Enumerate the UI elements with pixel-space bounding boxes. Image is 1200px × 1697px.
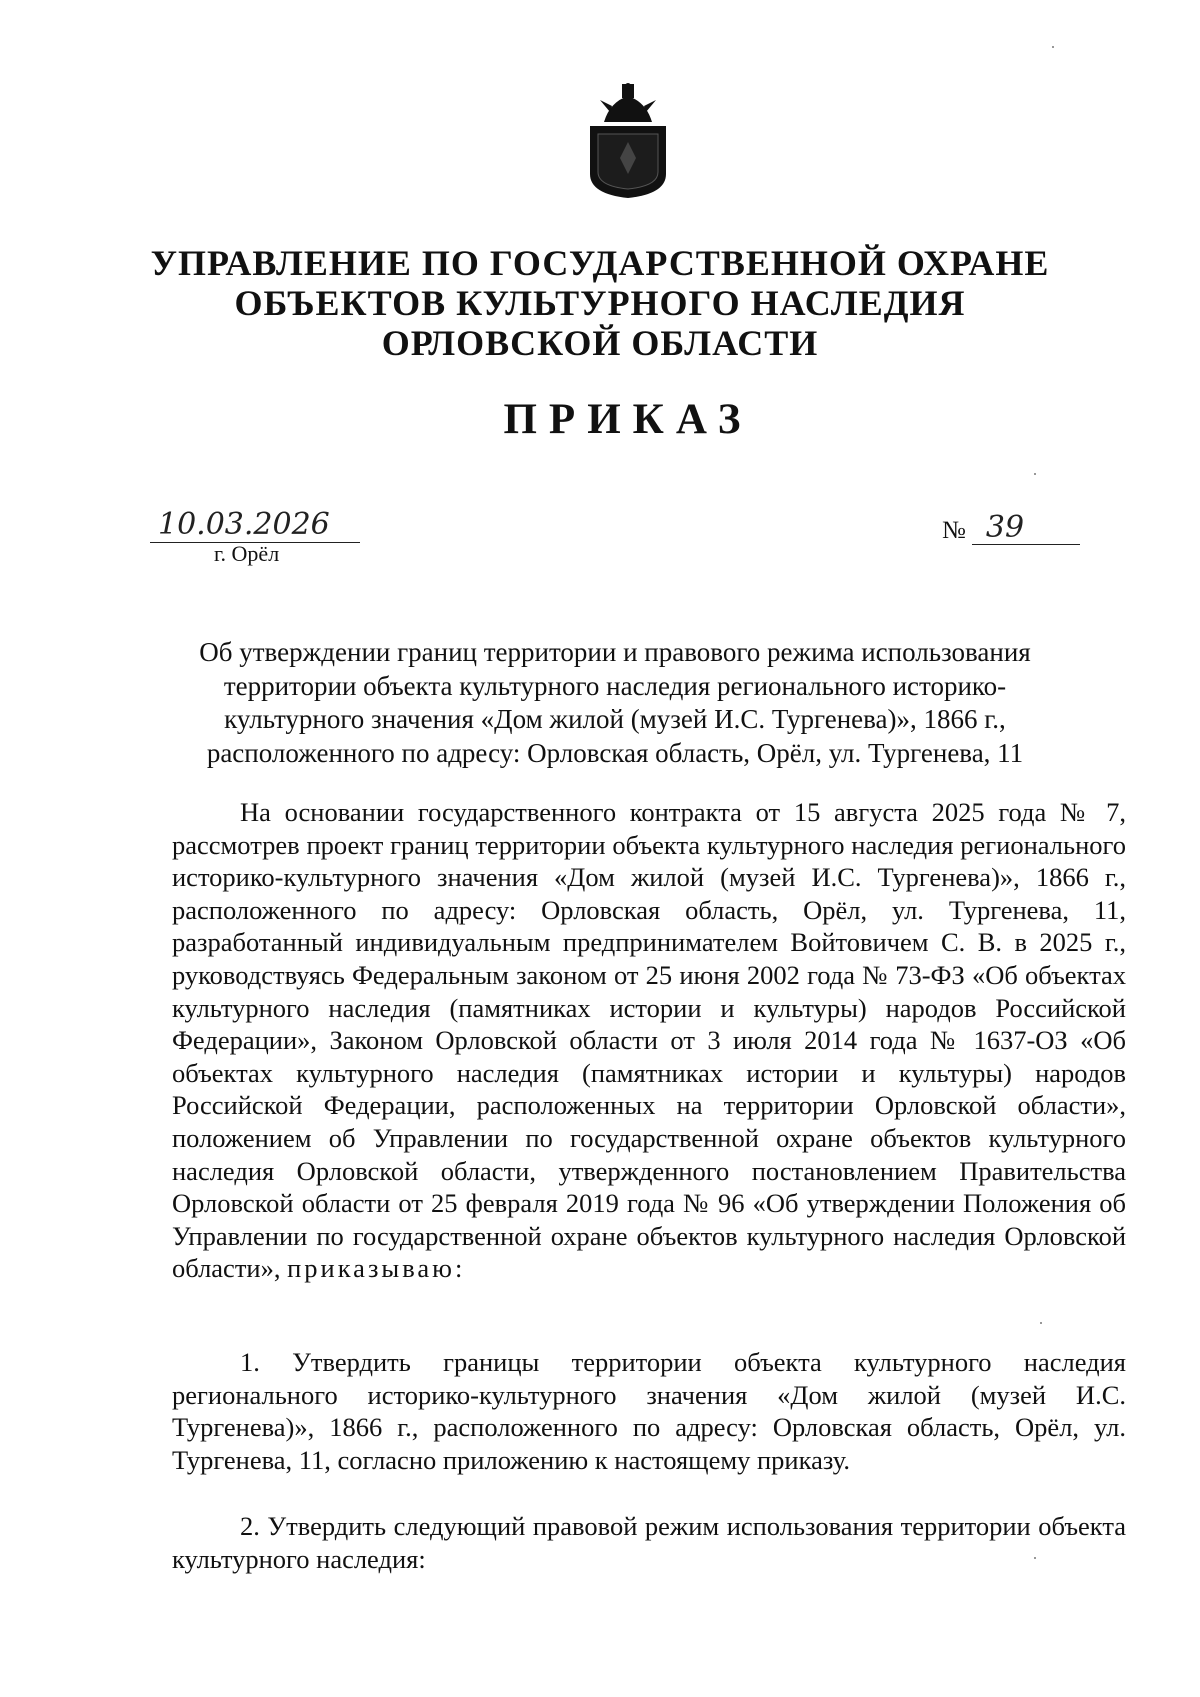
document-city: г. Орёл [214,541,280,566]
organization-line-3: ОРЛОВСКОЙ ОБЛАСТИ [381,323,819,363]
date-block [150,508,360,565]
document-date: 10.03.2026 [150,508,360,543]
preamble-paragraph [172,796,1126,1285]
order-word: приказываю: [287,1253,466,1284]
scan-speck [1034,1557,1036,1559]
number-sign: № [942,517,966,544]
number-block [942,512,1082,545]
list-item: 2. Утвердить следующий правовой режим использования территории объекта культурного наследия: [172,1511,1126,1574]
scan-speck [1040,1322,1042,1324]
scan-speck [1034,473,1036,475]
document-type-heading: ПРИКАЗ [503,396,753,443]
list-item: 1. Утвердить границы территории объекта культурного наследия регионального историко-культурного значения «Дом жилой (музей И.С. Тургенева)», 1866 г., расположенного по адресу: Орловская область, Орёл, ул. Тургенева, 11, согласно приложению к настоящему приказу. [172,1347,1126,1475]
coat-of-arms-icon [580,82,676,200]
preamble-text: На основании государственного контракта от 15 августа 2025 года № 7, рассмотрев проект границ территории объекта культурного наследия регионального историко-культурного значения «Дом жилой (музей И.С. Тургенева)», 1866 г., расположенного по адресу: Орловская область, Орёл, ул. Тургенева, 11, разработанный индивидуальным предпринимателем Войтовичем С. В. в 2025 г., руководствуясь Федеральным законом от 25 июня 2002 года № 73-ФЗ «Об объектах культурного наследия (памятниках истории и культуры) народов Российской Федерации», Законом Орловской области от 3 июля 2014 года № 1637-ОЗ «Об объектах культурного наследия (памятниках истории и культуры) народов Российской Федерации, расположенных на территории Орловской области», положением об Управлении по государственной охране объектов культурного наследия Орловской области, утвержденного постановлением Правительства Орловской области от 25 февраля 2019 года № 96 «Об утверждении Положения об Управлении по государственной охране объектов культурного наследия Орловской области», [172,797,1126,1284]
document-subject: Об утверждении границ территории и правового режима использования территории объекта культурного наследия регионального историко-культурного значения «Дом жилой (музей И.С. Тургенева)», 1866 г., расположенного по адресу: Орловская область, Орёл, ул. Тургенева, 11 [199,637,1031,768]
organization-line-1: УПРАВЛЕНИЕ ПО ГОСУДАРСТВЕННОЙ ОХРАНЕ [150,243,1050,283]
document-number: 39 [972,512,1080,545]
scan-speck [1052,46,1054,48]
organization-line-2: ОБЪЕКТОВ КУЛЬТУРНОГО НАСЛЕДИЯ [234,283,966,323]
organization-name [0,243,1200,363]
